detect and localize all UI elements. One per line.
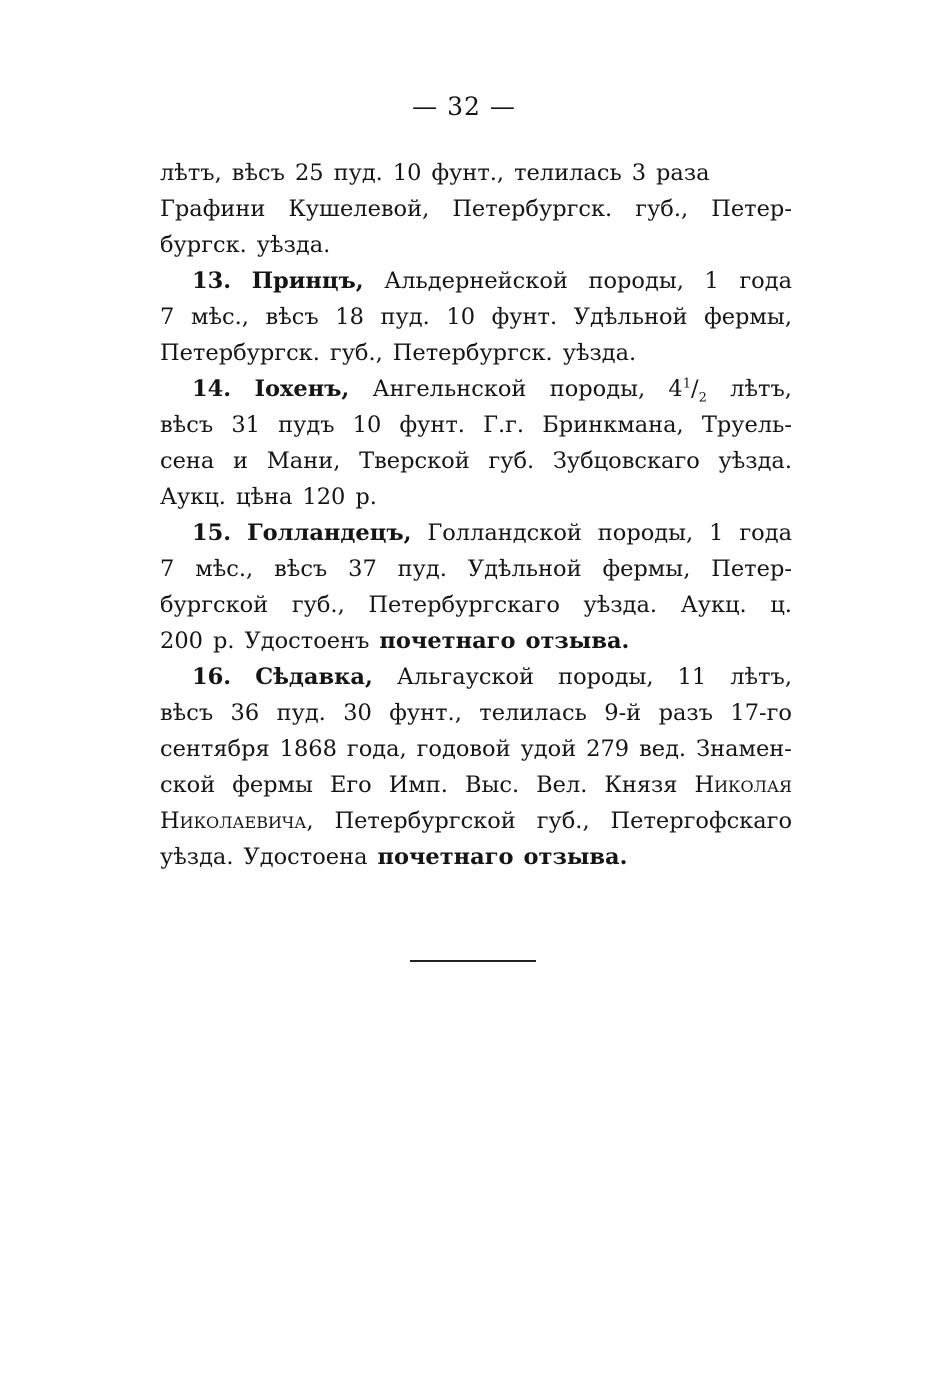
honor-word: почетнаго: [379, 628, 516, 654]
word: 10: [446, 304, 476, 330]
word: и: [233, 448, 249, 474]
entry-14-heading-line: [160, 371, 792, 407]
word: годовой: [416, 736, 511, 762]
word: пуд.: [276, 700, 326, 726]
word: года: [739, 268, 792, 294]
word: Бринкмана,: [542, 412, 684, 438]
word: пуд.: [397, 556, 447, 582]
word: 17-го: [730, 700, 792, 726]
word: 120: [302, 484, 346, 510]
word: фермы: [232, 772, 313, 798]
text-line: [160, 299, 792, 335]
word: Вел.: [536, 772, 588, 798]
word: Удостоенъ: [244, 628, 370, 654]
word: 30: [343, 700, 372, 726]
word: Знамен-: [696, 736, 792, 762]
word: Петербургскаго: [368, 592, 560, 618]
word: р.: [355, 484, 377, 510]
text-line: [160, 767, 792, 803]
word: разъ: [658, 700, 713, 726]
word: губ.: [488, 448, 535, 474]
word: 9-й: [604, 700, 642, 726]
word: вѣсъ: [274, 556, 328, 582]
fraction-separator: /: [691, 376, 699, 402]
text-line: [160, 479, 792, 515]
word: телилась: [479, 700, 587, 726]
word: Труель-: [701, 412, 792, 438]
text-line: [160, 803, 792, 839]
word: Аукц.: [160, 484, 226, 510]
word: сена: [160, 448, 215, 474]
word: уѣзда.: [562, 340, 637, 366]
text-line: [160, 407, 792, 443]
word: Петер-: [711, 556, 792, 582]
text-line: [160, 551, 792, 587]
word: 10: [392, 160, 422, 186]
word: Имп.: [388, 772, 448, 798]
word: сентября: [160, 736, 270, 762]
word: губ.,: [536, 808, 590, 834]
entry-name: Голландецъ,: [247, 520, 412, 546]
word: 18: [335, 304, 364, 330]
word: раза: [656, 160, 710, 186]
word: Кушелевой,: [288, 196, 430, 222]
entry-number: 14.: [192, 376, 232, 402]
entry-15-heading-line: [160, 515, 792, 551]
word: Альгауской: [396, 664, 535, 690]
honor-word: отзыва.: [525, 628, 630, 654]
text-line: [160, 731, 792, 767]
age-value: [668, 371, 706, 407]
word: 7: [160, 304, 175, 330]
entry-number: 13.: [192, 268, 232, 294]
word: 37: [348, 556, 377, 582]
word: Графини: [160, 196, 266, 222]
word: уѣзда.: [718, 448, 792, 474]
word: Удѣльной: [467, 556, 582, 582]
word: пуд.: [380, 304, 430, 330]
word: Удостоена: [243, 844, 368, 870]
word: губ.,: [329, 340, 383, 366]
body-text: [160, 155, 792, 875]
word: Голландской: [427, 520, 582, 546]
word: Аукц.: [680, 592, 747, 618]
text-line: [160, 623, 792, 659]
word: бургск.: [160, 232, 247, 258]
text-line: [160, 695, 792, 731]
word: вѣсъ: [231, 160, 285, 186]
word: 1868: [279, 736, 337, 762]
honor-word: отзыва.: [523, 844, 628, 870]
word: пуд.: [333, 160, 383, 186]
word: фунт.: [399, 412, 465, 438]
word: лѣтъ,: [160, 160, 222, 186]
word: уѣзда.: [160, 844, 234, 870]
word: Петербургской: [334, 808, 516, 834]
word: вѣсъ: [160, 412, 214, 438]
age-integer: 4: [668, 376, 683, 402]
word: уѣзда.: [256, 232, 331, 258]
word: р.: [212, 628, 235, 654]
word: мѣс.,: [195, 556, 254, 582]
word: фунт.,: [389, 700, 462, 726]
word: вѣсъ: [160, 700, 214, 726]
word: породы,: [597, 520, 694, 546]
text-line: [160, 335, 792, 371]
word: 36: [230, 700, 260, 726]
word: 200: [160, 628, 203, 654]
text-line: [160, 443, 792, 479]
word: 279: [586, 736, 630, 762]
word: мѣс.,: [190, 304, 249, 330]
word: удой: [520, 736, 577, 762]
word: Князя: [604, 772, 678, 798]
word: 25: [294, 160, 324, 186]
word: лѣтъ,: [730, 664, 792, 690]
word: 7: [160, 556, 175, 582]
word: 1: [709, 520, 724, 546]
fraction-numerator: 1: [682, 376, 692, 392]
fraction-denominator: 2: [698, 390, 707, 406]
word: породы,: [549, 376, 646, 402]
word: Петергофскаго: [610, 808, 792, 834]
word: 11: [677, 664, 707, 690]
word: цѣна: [235, 484, 293, 510]
word: уѣзда.: [583, 592, 658, 618]
word: Мани,: [266, 448, 341, 474]
word: Николая: [694, 772, 792, 798]
entry-16-heading-line: [160, 659, 792, 695]
word: ской: [160, 772, 216, 798]
word: года,: [346, 736, 407, 762]
word: Петербургск.: [392, 340, 553, 366]
word: породы,: [558, 664, 654, 690]
entry-name: Принцъ,: [251, 268, 364, 294]
word: года: [739, 520, 792, 546]
entry-name: Іохенъ,: [254, 376, 350, 402]
word: Альдернейской: [384, 268, 568, 294]
entry-13-heading-line: [160, 263, 792, 299]
text-line: [160, 155, 792, 191]
word: Выс.: [464, 772, 520, 798]
word: Зубцовскаго: [552, 448, 700, 474]
word: телилась: [514, 160, 622, 186]
word: Удѣльной: [573, 304, 688, 330]
text-line: [160, 587, 792, 623]
word: Его: [329, 772, 372, 798]
word: Тверской: [359, 448, 470, 474]
word: Г.г.: [483, 412, 525, 438]
word: 31: [231, 412, 260, 438]
word: вѣсъ: [265, 304, 319, 330]
word: бургской: [160, 592, 269, 618]
word: Петербургск.: [160, 340, 320, 366]
entry-number: 16.: [192, 664, 232, 690]
word: 3: [631, 160, 647, 186]
word: Петербургск.: [452, 196, 613, 222]
word: 10: [352, 412, 382, 438]
text-line: [160, 227, 792, 263]
page-number: — 32 —: [412, 92, 516, 121]
honor-word: почетнаго: [377, 844, 514, 870]
word: губ.,: [635, 196, 689, 222]
word: фермы,: [602, 556, 691, 582]
word: пудъ: [278, 412, 335, 438]
word: фунт.,: [431, 160, 505, 186]
entry-number: 15.: [192, 520, 232, 546]
text-line: [160, 191, 792, 227]
word: породы,: [588, 268, 684, 294]
word: ц.: [770, 592, 792, 618]
text-line: [160, 839, 792, 875]
word: вед.: [639, 736, 687, 762]
word: Петер-: [711, 196, 792, 222]
word: губ.,: [291, 592, 345, 618]
word: Николаевича,: [160, 808, 314, 834]
word: фермы,: [704, 304, 792, 330]
word: 1: [704, 268, 719, 294]
word: фунт.: [491, 304, 558, 330]
word: лѣтъ,: [730, 376, 792, 402]
section-end-rule: [410, 960, 536, 962]
entry-name: Сѣдавка,: [255, 664, 373, 690]
word: Ангельнской: [372, 376, 527, 402]
